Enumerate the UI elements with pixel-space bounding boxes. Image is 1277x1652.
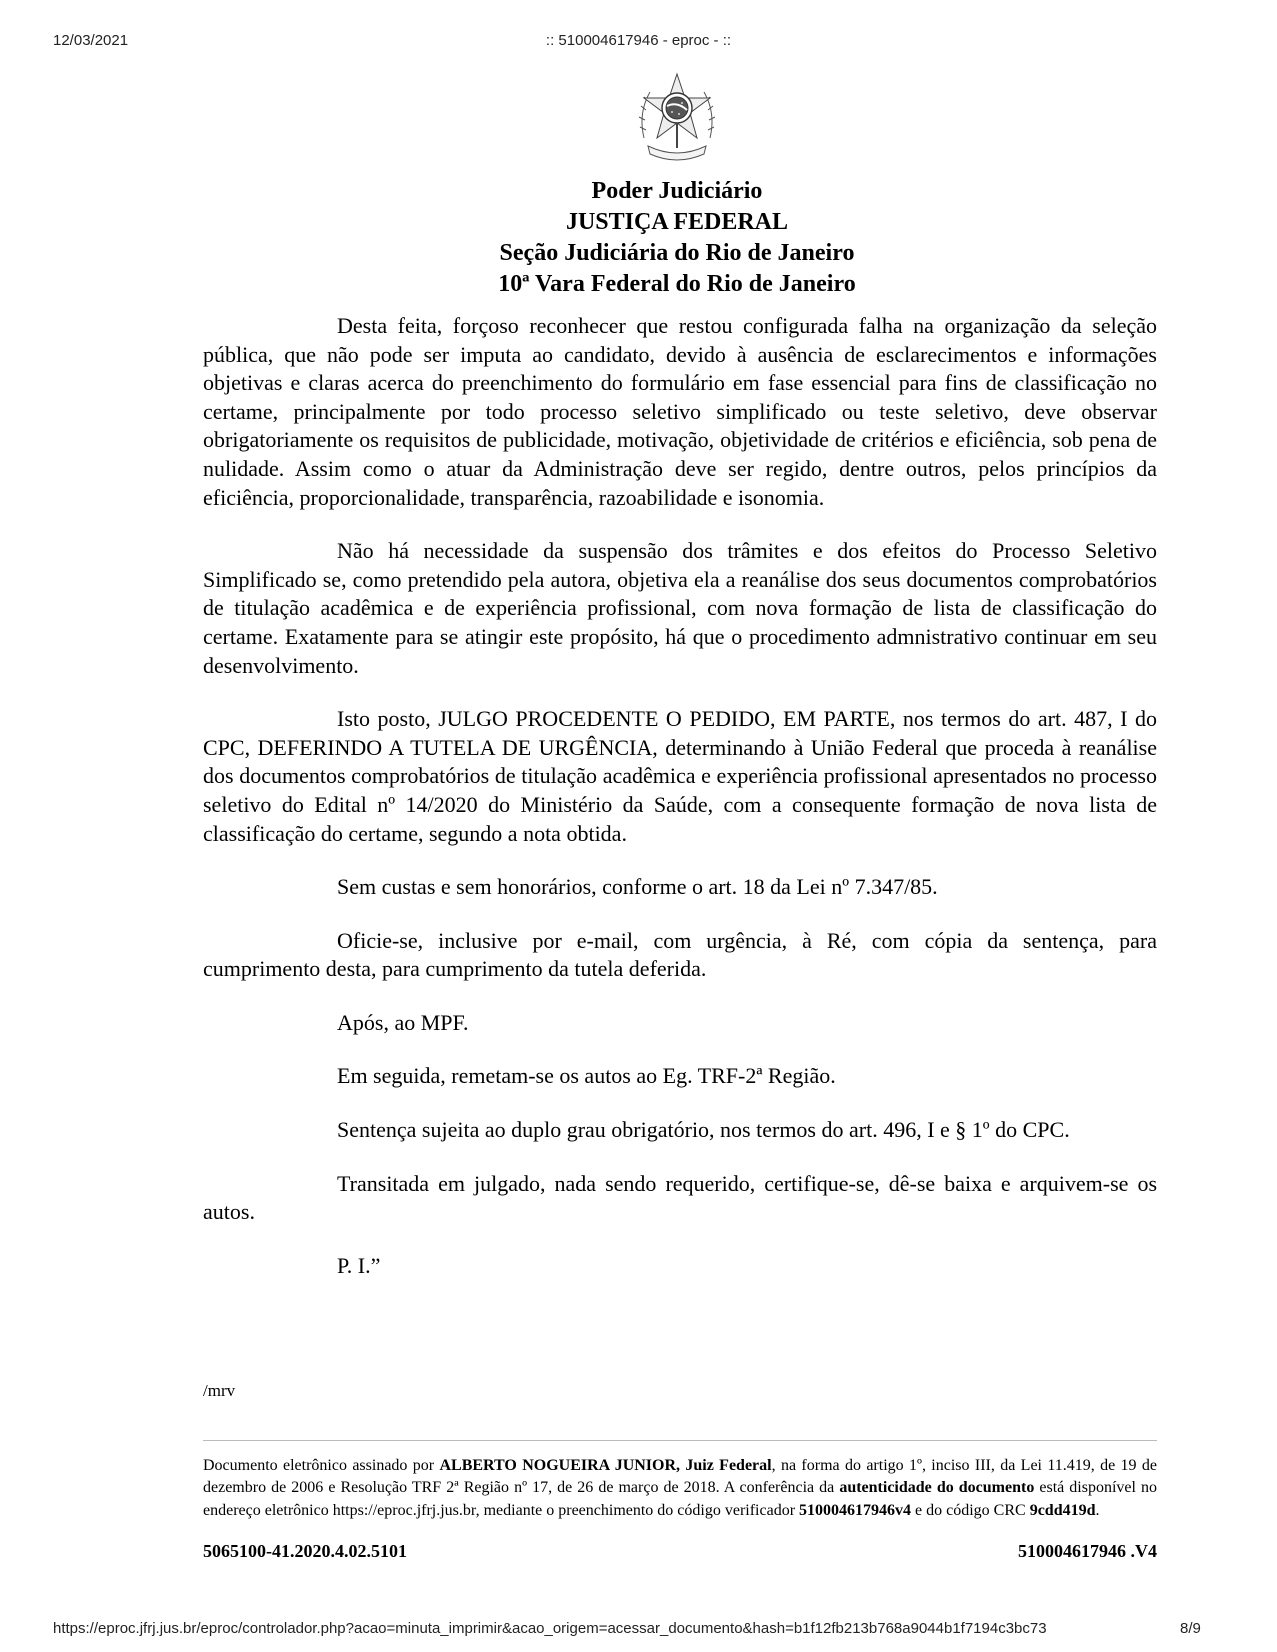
print-footer — [0, 1620, 1277, 1640]
page-number: 8/9 — [1180, 1620, 1201, 1637]
paragraph: Em seguida, remetam-se os autos ao Eg. TRF-2ª Região. — [337, 1063, 836, 1089]
electronic-signature-note — [203, 1455, 1157, 1522]
paragraph: Transitada em julgado, nada sendo requerido, certifique-se, dê-se baixa e arquivem-se os autos. — [203, 1170, 1157, 1225]
court-section: Seção Judiciária do Rio de Janeiro — [499, 240, 855, 266]
process-number: 5065100-41.2020.4.02.5101 — [203, 1541, 407, 1561]
paragraph: P. I.” — [337, 1252, 381, 1278]
court-name: JUSTIÇA FEDERAL — [565, 209, 789, 235]
print-header — [0, 32, 1277, 52]
authenticity-label: autenticidade do documento — [839, 1479, 1035, 1497]
document-version: 510004617946 .V4 — [1018, 1541, 1157, 1561]
print-url: https://eproc.jfrj.jus.br/eproc/controlador.php?acao=minuta_imprimir&acao_origem=acessar_documento&hash=b1f12fb213b768a9044b1f7194c3bc73 — [53, 1620, 1047, 1637]
signature-text: . — [1095, 1501, 1100, 1519]
verifier-code: 510004617946v4 — [799, 1501, 912, 1519]
paragraph: Isto posto, JULGO PROCEDENTE O PEDIDO, EM PARTE, nos termos do art. 487, I do CPC, DEFERINDO A TUTELA DE URGÊNCIA, determinando à União Federal que proceda à reanálise dos documentos comprobatórios de titulação acadêmica e experiência profissional apresentados no processo seletivo do Edital nº 14/2020 do Ministério da Saúde, com a consequente formação de nova lista de classificação do certame, segundo a nota obtida. — [203, 706, 1157, 846]
print-date: 12/03/2021 — [53, 32, 129, 49]
paragraph: Oficie-se, inclusive por e-mail, com urgência, à Ré, com cópia da sentença, para cumprimento desta, para cumprimento da tutela deferida. — [203, 927, 1157, 982]
paragraph: Sentença sujeita ao duplo grau obrigatório, nos termos do art. 496, I e § 1º do CPC. — [337, 1117, 1070, 1143]
paragraph: Sem custas e sem honorários, conforme o art. 18 da Lei nº 7.347/85. — [337, 874, 938, 900]
crc-code: 9cdd419d — [1029, 1501, 1096, 1519]
signature-text: e do código CRC — [911, 1501, 1030, 1519]
court-header — [200, 176, 1154, 300]
divider — [203, 1440, 1157, 1441]
signer-name: ALBERTO NOGUEIRA JUNIOR, Juiz Federal — [439, 1457, 772, 1474]
decision-body — [203, 312, 1157, 1280]
signature-text: está disponível no endereço eletrônico https://eproc.jfrj.jus.br, mediante o preenchimento do código verificador — [203, 1479, 1158, 1519]
paragraph: Após, ao MPF. — [337, 1009, 469, 1035]
court-unit: 10ª Vara Federal do Rio de Janeiro — [498, 271, 856, 297]
court-branch: Poder Judiciário — [591, 178, 763, 204]
paragraph: Desta feita, forçoso reconhecer que restou configurada falha na organização da seleção pública, que não pode ser imputa ao candidato, devido à ausência de esclarecimentos e informações objetivas e claras acerca do preenchimento do formulário em fase essencial para fins de classificação no certame, principalmente por todo processo seletivo simplificado ou teste seletivo, deve observar obrigatoriamente os requisitos de publicidade, motivação, objetividade de critérios e eficiência, sob pena de nulidade. Assim como o atuar da Administração deve ser regido, dentre outros, pelos princípios da eficiência, proporcionalidade, transparência, razoabilidade e isonomia. — [203, 313, 1157, 510]
signature-text: , na forma do artigo 1º, inciso III, da Lei 11.419, de 19 de dezembro de 2006 e Resolução TRF 2ª Região nº 17, de 26 de março de 2018. A conferência da — [203, 1457, 1158, 1497]
print-title: :: 510004617946 - eproc - :: — [545, 32, 732, 49]
signature-text: Documento eletrônico assinado por — [203, 1457, 440, 1474]
document-identifiers — [203, 1541, 1157, 1565]
brazil-coat-of-arms-icon — [634, 68, 720, 166]
paragraph: Não há necessidade da suspensão dos trâmites e dos efeitos do Processo Seletivo Simplificado se, como pretendido pela autora, objetiva ela a reanálise dos seus documentos comprobatórios de titulação acadêmica e de experiência profissional, com nova formação de lista de classificação do certame. Exatamente para se atingir este propósito, há que o procedimento admnistrativo continuar em seu desenvolvimento. — [203, 538, 1157, 678]
author-initials: /mrv — [203, 1381, 236, 1400]
